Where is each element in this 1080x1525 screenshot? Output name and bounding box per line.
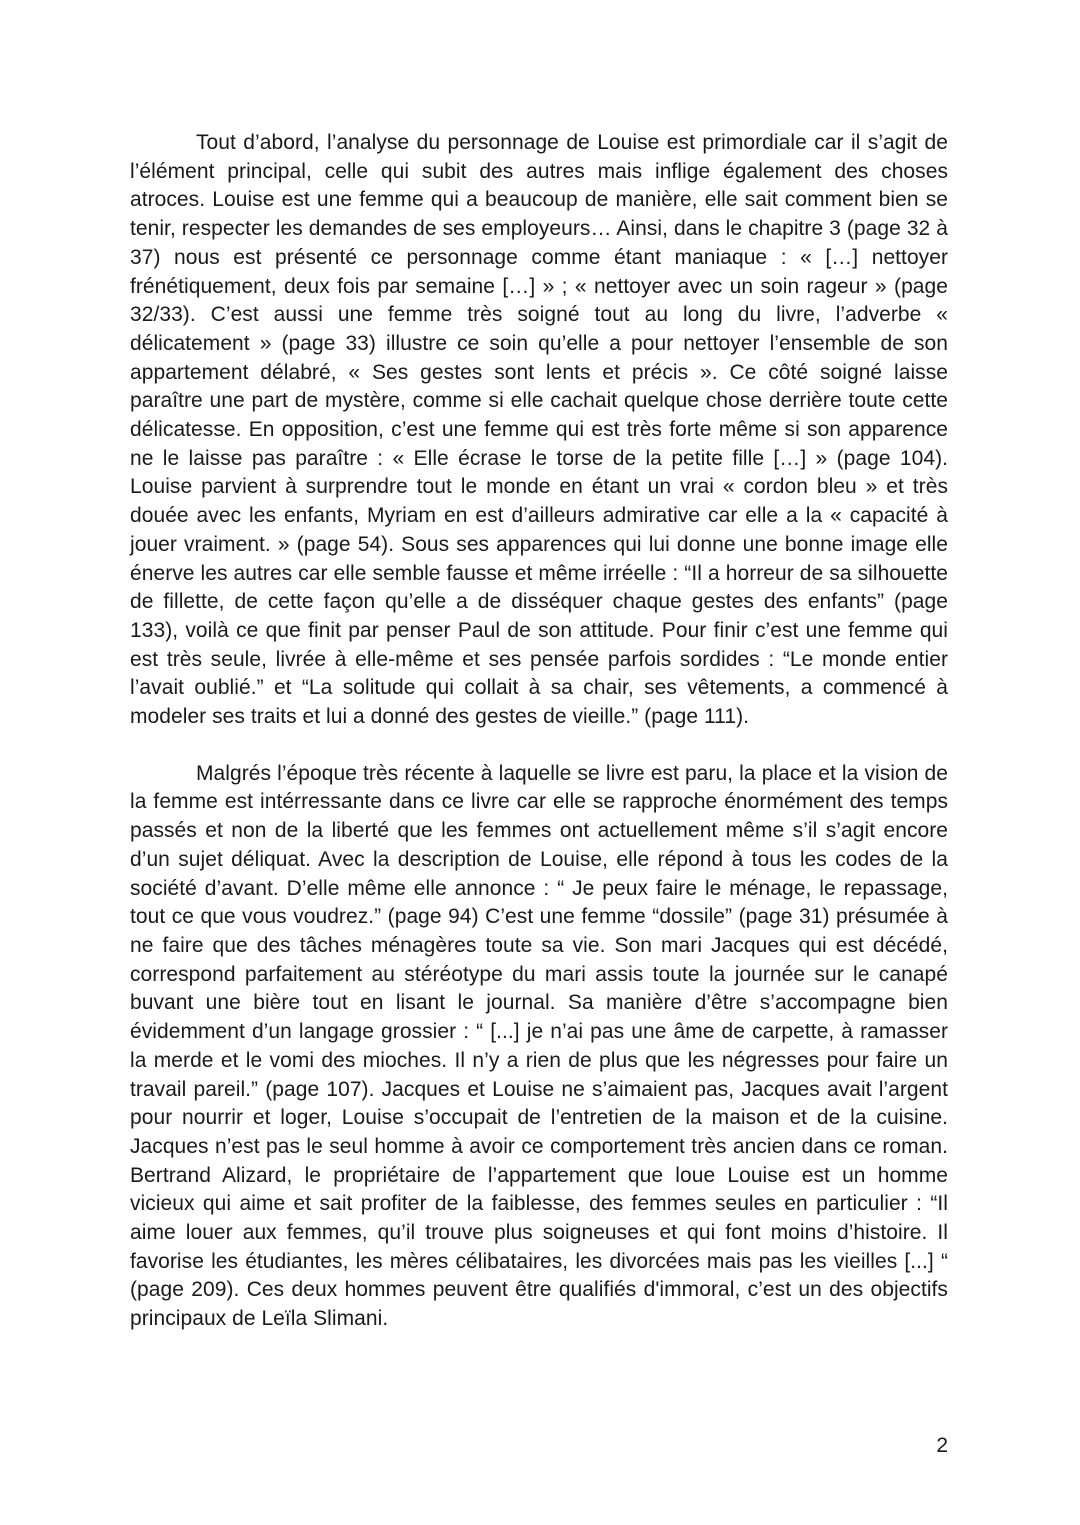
- paragraph-women-role: Malgrés l’époque très récente à laquelle se livre est paru, la place et la vision de la femme est intérressante dans ce livre car elle se rapproche énormément des temps passés et non de la liberté que les femmes ont actuellement même s’il s’agit encore d’un sujet déliquat. Avec la description de Louise, elle répond à tous les codes de la société d’avant. D’elle même elle annonce : “ Je peux faire le ménage, le repassage, tout ce que vous voudrez.” (page 94) C’est une femme “dossile” (page 31) présumée à ne faire que des tâches ménagères toute sa vie. Son mari Jacques qui est décédé, correspond parfaitement au stéréotype du mari assis toute la journée sur le canapé buvant une bière tout en lisant le journal. Sa manière d’être s’accompagne bien évidemment d’un langage grossier : “ [...] je n’ai pas une âme de carpette, à ramasser la merde et le vomi des mioches. Il n’y a rien de plus que les négresses pour faire un travail pareil.” (page 107). Jacques et Louise ne s’aimaient pas, Jacques avait l’argent pour nourrir et loger, Louise s’occupait de l’entretien de la maison et de la cuisine. Jacques n’est pas le seul homme à avoir ce comportement très ancien dans ce roman. Bertrand Alizard, le propriétaire de l’appartement que loue Louise est un homme vicieux qui aime et sait profiter de la faiblesse, des femmes seules en particulier : “Il aime louer aux femmes, qu’il trouve plus soigneuses et qui font moins d’histoire. Il favorise les étudiantes, les mères célibataires, les divorcées mais pas les vieilles [...] “ (page 209). Ces deux hommes peuvent être qualifiés d'immoral, c’est un des objectifs principaux de Leïla Slimani.: [130, 761, 948, 1331]
- page-number: 2: [936, 1434, 948, 1457]
- paragraph-louise-analysis: Tout d’abord, l’analyse du personnage de Louise est primordiale car il s’agit de l’élément principal, celle qui subit des autres mais inflige également des choses atroces. Louise est une femme qui a beaucoup de manière, elle sait comment bien se tenir, respecter les demandes de ses employeurs… Ainsi, dans le chapitre 3 (page 32 à 37) nous est présenté ce personnage comme étant maniaque : « […] nettoyer frénétiquement, deux fois par semaine […] » ; « nettoyer avec un soin rageur » (page 32/33). C’est aussi une femme très soigné tout au long du livre, l’adverbe « délicatement » (page 33) illustre ce soin qu’elle a pour nettoyer l’ensemble de son appartement délabré, « Ses gestes sont lents et précis ». Ce côté soigné laisse paraître une part de mystère, comme si elle cachait quelque chose derrière toute cette délicatesse. En opposition, c’est une femme qui est très forte même si son apparence ne le laisse pas paraître : « Elle écrase le torse de la petite fille […] » (page 104). Louise parvient à surprendre tout le monde en étant un vrai « cordon bleu » et très douée avec les enfants, Myriam en est d’ailleurs admirative car elle a la « capacité à jouer vraiment. » (page 54). Sous ses apparences qui lui donne une bonne image elle énerve les autres car elle semble fausse et même irréelle : “Il a horreur de sa silhouette de fillette, de cette façon qu’elle a de disséquer chaque gestes des enfants” (page 133), voilà ce que finit par penser Paul de son attitude. Pour finir c’est une femme qui est très seule, livrée à elle-même et ses pensée parfois sordides : “Le monde entier l’avait oublié.” et “La solitude qui collait à sa chair, ses vêtements, a commencé à modeler ses traits et lui a donné des gestes de vieille.” (page 111).: [130, 131, 948, 729]
- document-body: [130, 129, 948, 1334]
